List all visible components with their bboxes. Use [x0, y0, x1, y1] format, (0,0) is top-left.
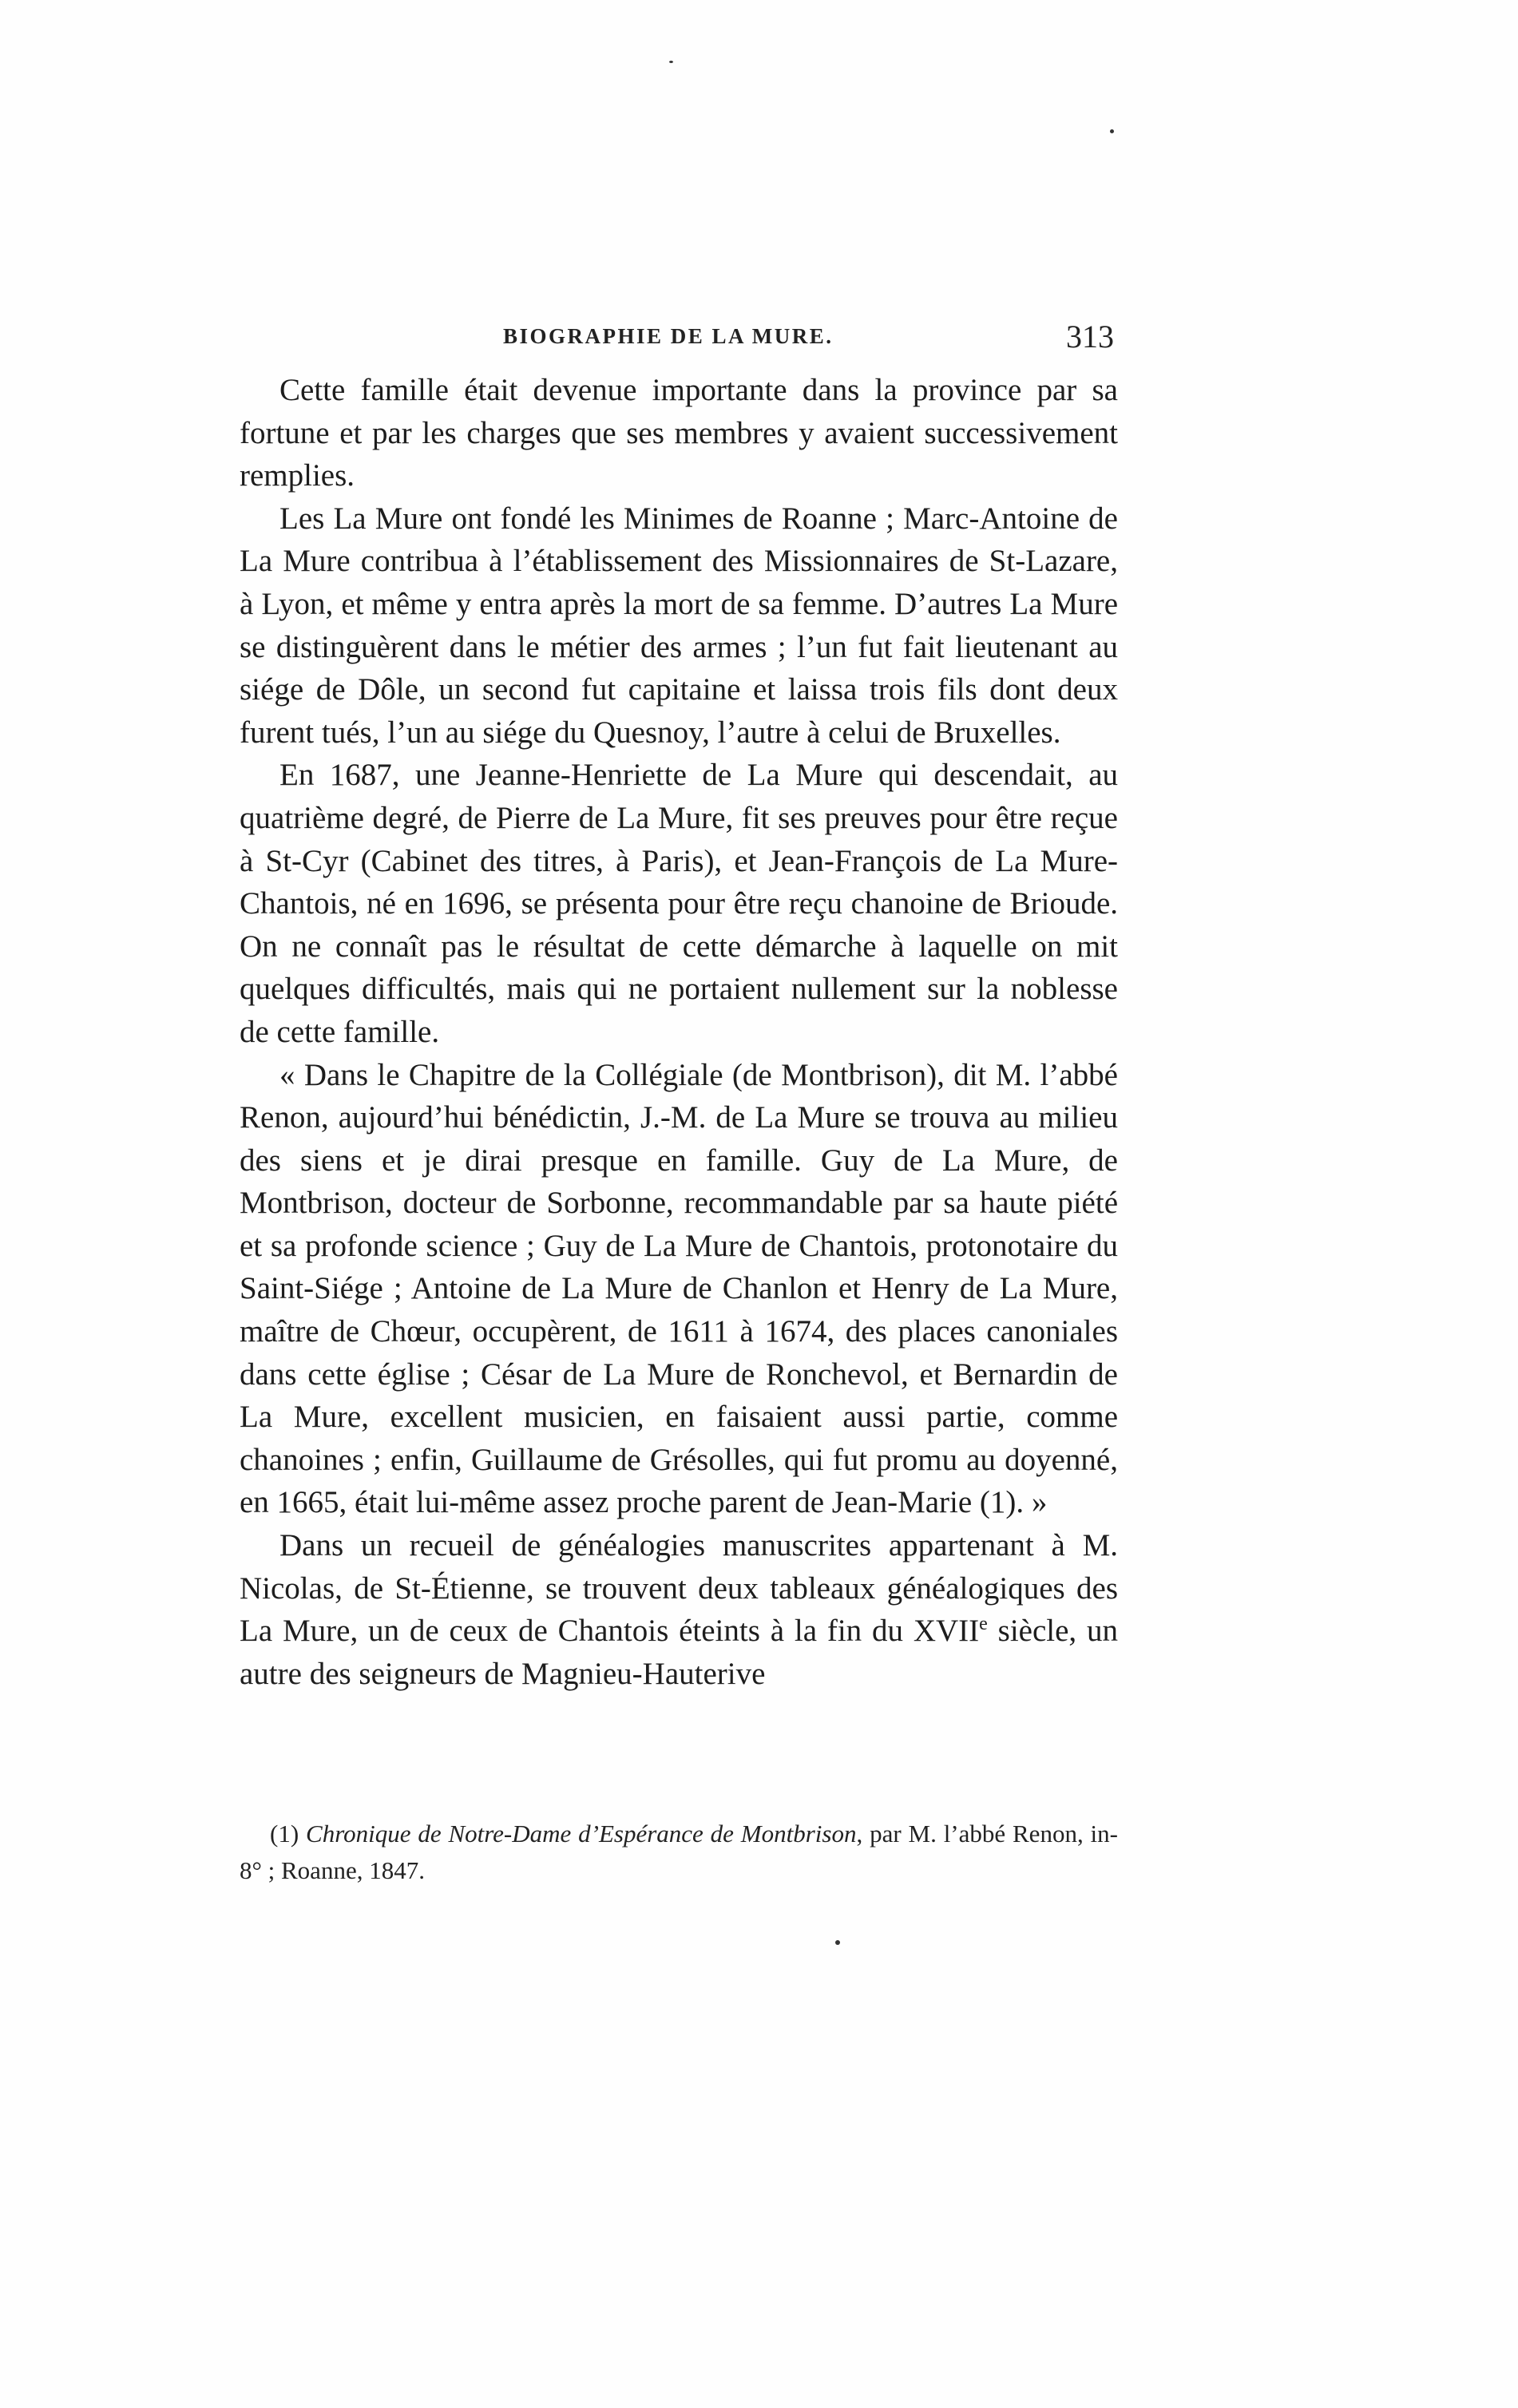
print-speck	[1110, 129, 1114, 133]
paragraph-text: Dans un recueil de généalogies manuscrites appartenant à M. Nicolas, de St-Étienne, se trouvent deux tableaux généalogiques des La Mure, un de ceux de Chantois éteints à la fin du XVII	[240, 1528, 1118, 1649]
print-speck	[669, 61, 673, 63]
paragraph: « Dans le Chapitre de la Collégiale (de Montbrison), dit M. l’abbé Renon, aujourd’hui bénédictin, J.-M. de La Mure se trouva au milieu des siens et je dirai presque en famille. Guy de La Mure, de Montbrison, docteur de Sorbonne, recommandable par sa haute piété et sa profonde science ; Guy de La Mure de Chantois, protonotaire du Saint-Siége ; Antoine de La Mure de Chanlon et Henry de La Mure, maître de Chœur, occupèrent, de 1611 à 1674, des places canoniales dans cette église ; César de La Mure de Ronchevol, et Bernardin de La Mure, excellent musicien, en faisaient aussi partie, comme chanoines ; enfin, Guillaume de Grésolles, qui fut promu au doyenné, en 1665, était lui-même assez proche parent de Jean-Marie (1). »	[240, 1057, 1118, 1520]
paragraph	[240, 1524, 1118, 1695]
running-head: BIOGRAPHIE DE LA MURE.	[503, 324, 834, 348]
footnote-marker: (1)	[270, 1820, 307, 1848]
paragraph-text: siècle, un autre des seigneurs de Magnieu-Hauterive	[240, 1614, 1119, 1691]
page-number: 313	[1066, 319, 1114, 354]
paragraph: Les La Mure ont fondé les Minimes de Roanne ; Marc-Antoine de La Mure contribua à l’établissement des Missionnaires de St-Lazare, à Lyon, et même y entra après la mort de sa femme. D’autres La Mure se distinguèrent dans le métier des armes ; l’un fut fait lieutenant au siége de Dôle, un second fut capitaine et laissa trois fils dont deux furent tués, l’un au siége du Quesnoy, l’autre à celui de Bruxelles.	[240, 501, 1118, 750]
footnote-text: , par M. l’abbé Renon, in-8° ; Roanne, 1847.	[240, 1820, 1118, 1884]
paragraph: Cette famille était devenue importante dans la province par sa fortune et par les charges que ses membres y avaient successivement remplies.	[240, 373, 1118, 493]
superscript: e	[979, 1614, 988, 1635]
page-header	[240, 318, 1114, 361]
footnote	[240, 1816, 1118, 1889]
footnotes	[240, 1816, 1118, 1889]
print-speck	[835, 1940, 840, 1945]
footnote-title: Chronique de Notre-Dame d’Espérance de Montbrison	[306, 1820, 857, 1848]
paragraph: En 1687, une Jeanne-Henriette de La Mure qui descendait, au quatrième degré, de Pierre de La Mure, fit ses preuves pour être reçue à St-Cyr (Cabinet des titres, à Paris), et Jean-François de La Mure-Chantois, né en 1696, se présenta pour être reçu chanoine de Brioude. On ne connaît pas le résultat de cette démarche à laquelle on mit quelques difficultés, mais qui ne portaient nullement sur la noblesse de cette famille.	[240, 758, 1118, 1049]
body-text	[240, 369, 1118, 1695]
